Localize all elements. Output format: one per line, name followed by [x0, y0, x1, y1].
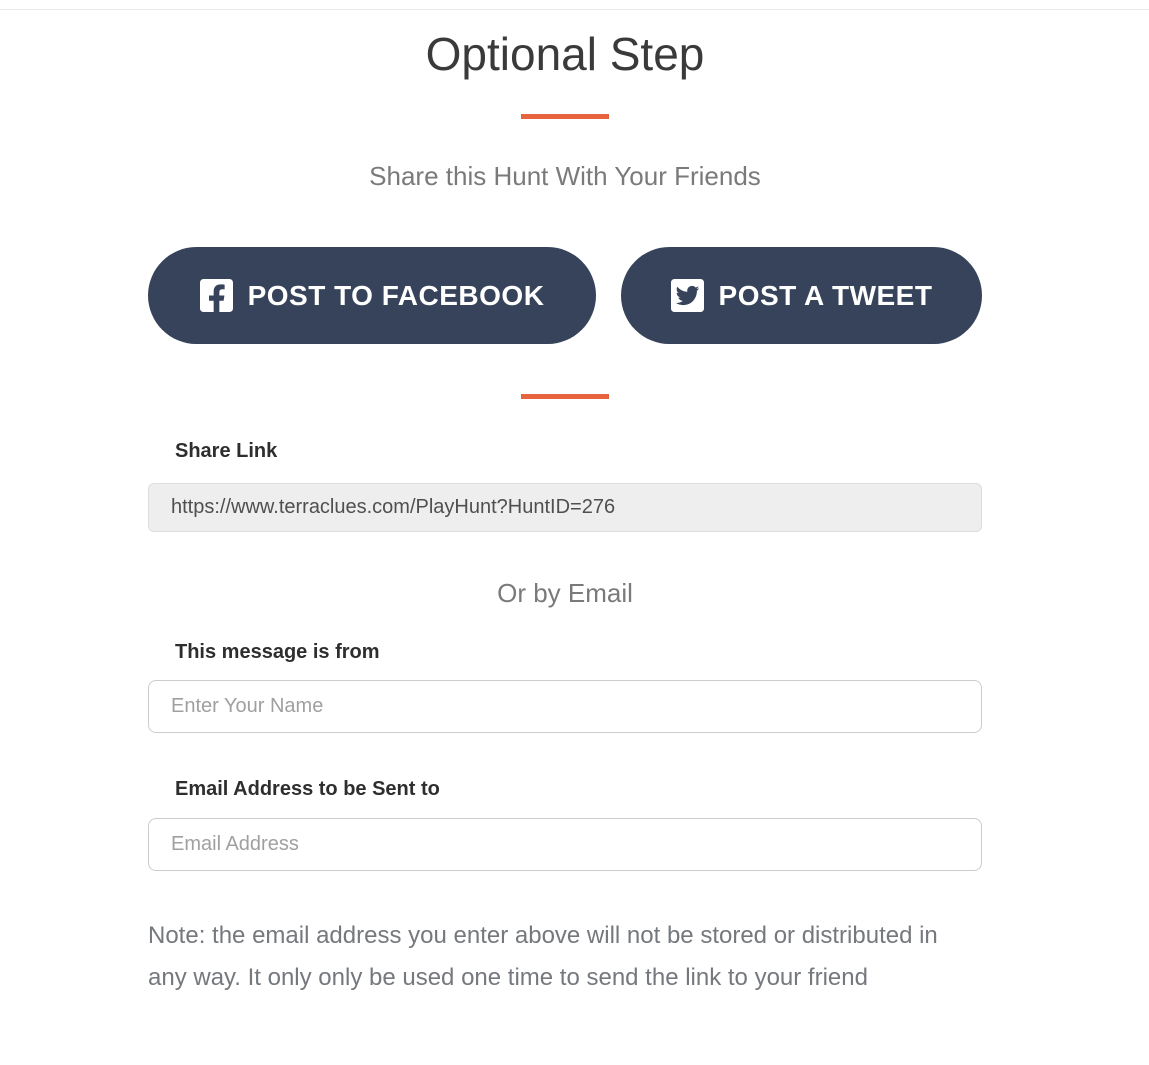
recipient-email-input[interactable]: [148, 818, 982, 871]
or-by-email-heading: Or by Email: [497, 578, 633, 608]
message-from-label: This message is from: [175, 641, 380, 663]
sender-name-input[interactable]: [148, 680, 982, 733]
page-subtitle: Share this Hunt With Your Friends: [369, 161, 761, 191]
post-a-tweet-button[interactable]: [621, 247, 982, 344]
share-link-label: Share Link: [175, 440, 278, 462]
post-to-facebook-button[interactable]: [148, 247, 596, 344]
facebook-square-icon: [200, 279, 233, 312]
social-buttons-row: [148, 247, 982, 344]
facebook-button-label: POST TO FACEBOOK: [247, 279, 545, 311]
top-divider: [0, 0, 1149, 10]
twitter-button-label: POST A TWEET: [718, 279, 933, 311]
share-link-input[interactable]: [148, 483, 982, 532]
accent-divider-bottom: [521, 394, 609, 399]
accent-divider-top: [521, 114, 609, 119]
page-title: Optional Step: [425, 28, 705, 80]
privacy-note: Note: the email address you enter above will not be stored or distributed in any way. It only only be used one time to send the link to your friend: [148, 922, 938, 991]
twitter-square-icon: [671, 279, 704, 312]
email-address-label: Email Address to be Sent to: [175, 778, 440, 800]
share-panel: [148, 24, 982, 999]
